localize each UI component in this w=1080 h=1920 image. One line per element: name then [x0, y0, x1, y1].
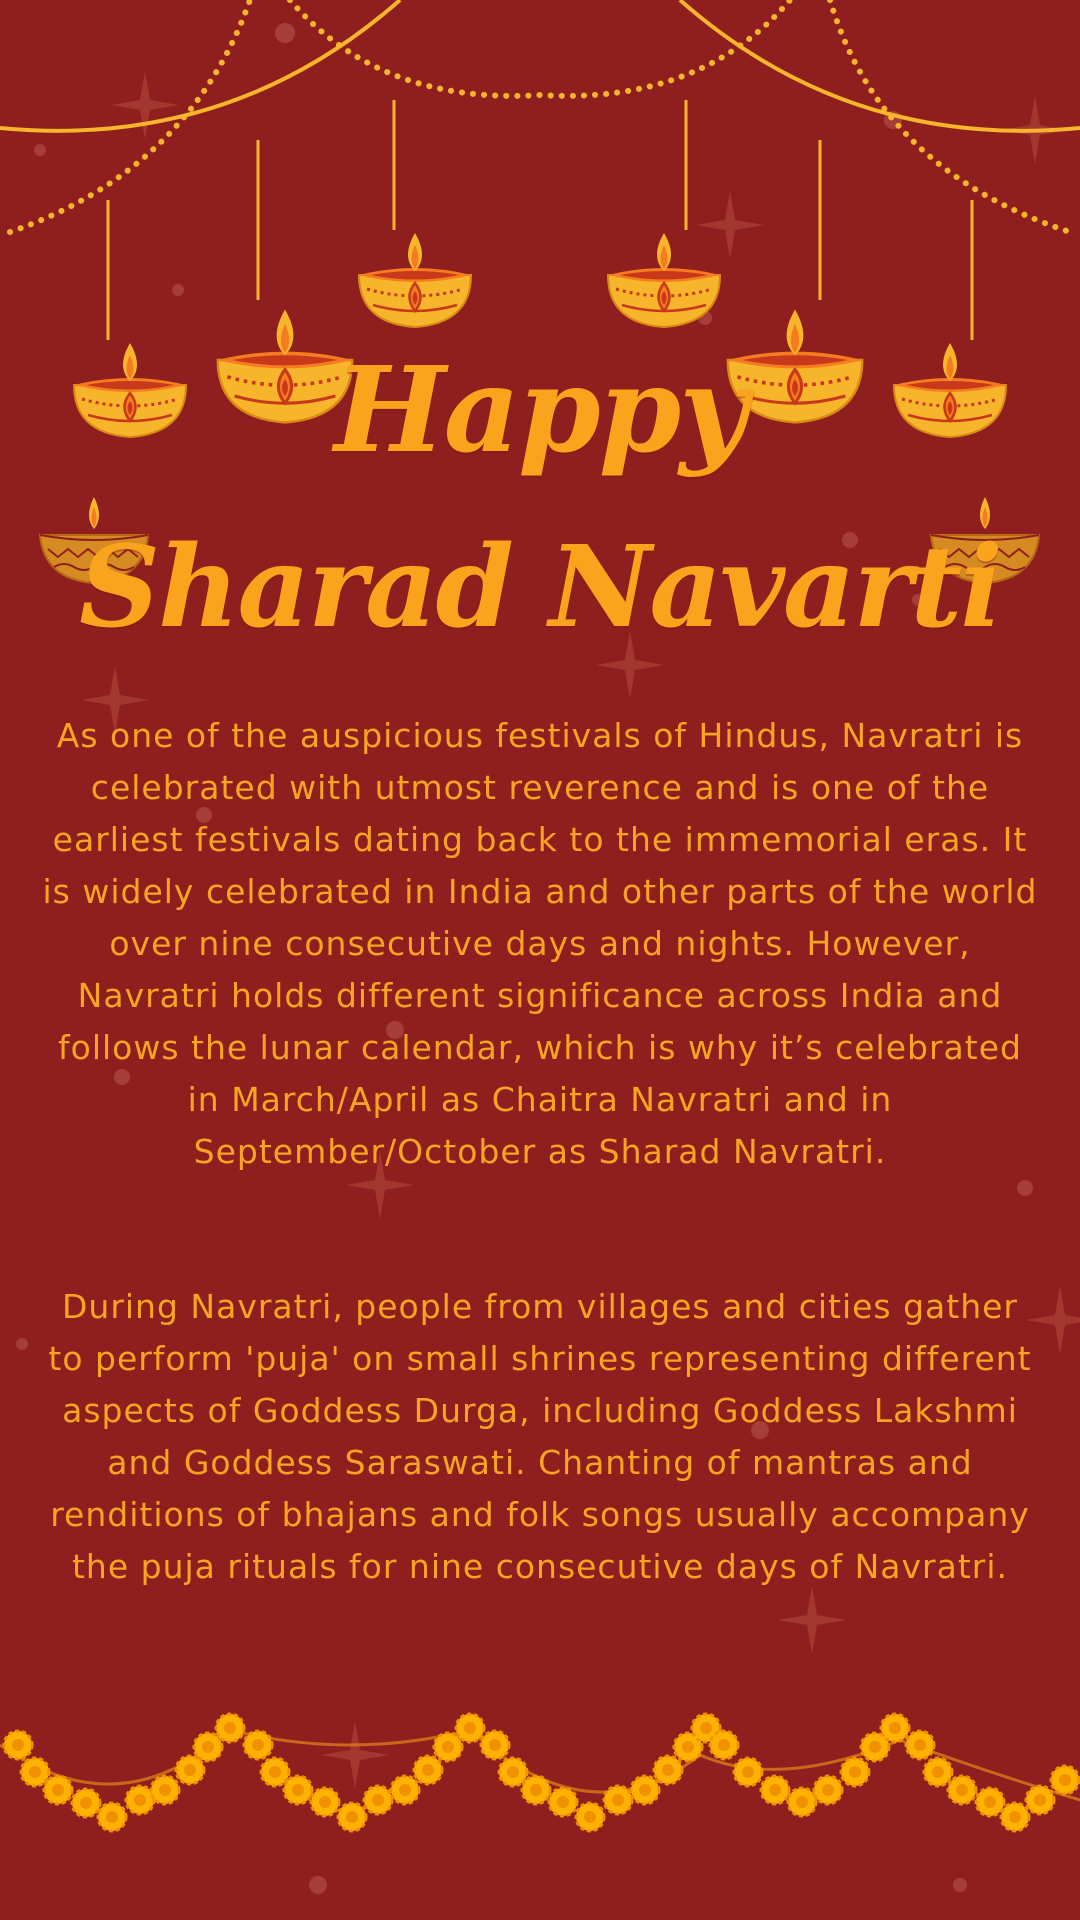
hanging-diya-icon [608, 233, 720, 327]
greeting-title-festival: Sharad Navarti [79, 522, 1001, 653]
sparkle-decoration [696, 191, 764, 259]
sparkle-decoration [321, 1721, 389, 1789]
greeting-title-happy: Happy [334, 340, 746, 479]
hanging-diya-icon [359, 233, 471, 327]
description-paragraph-2: During Navratri, people from villages and cities gather to perform 'puja' on small shrines representing different aspects of Goddess Durga, including Goddess Lakshmi and Goddess Saraswati. Chanting of mantras and renditions of bhajans and folk songs usually accompany the puja rituals for nine consecutive days of Navratri. [48, 1287, 1032, 1586]
sparkle-decoration [778, 1586, 846, 1654]
description-paragraph-1: As one of the auspicious festivals of Hindus, Navratri is celebrated with utmost reverence and is one of the earliest festivals dating back to the immemorial eras. It is widely celebrated in India and other parts of the world over nine consecutive days and nights. However, Navratri holds different significance across India and follows the lunar calendar, which is why it’s celebrated in March/April as Chaitra Navratri and in September/October as Sharad Navratri. [42, 716, 1038, 1171]
